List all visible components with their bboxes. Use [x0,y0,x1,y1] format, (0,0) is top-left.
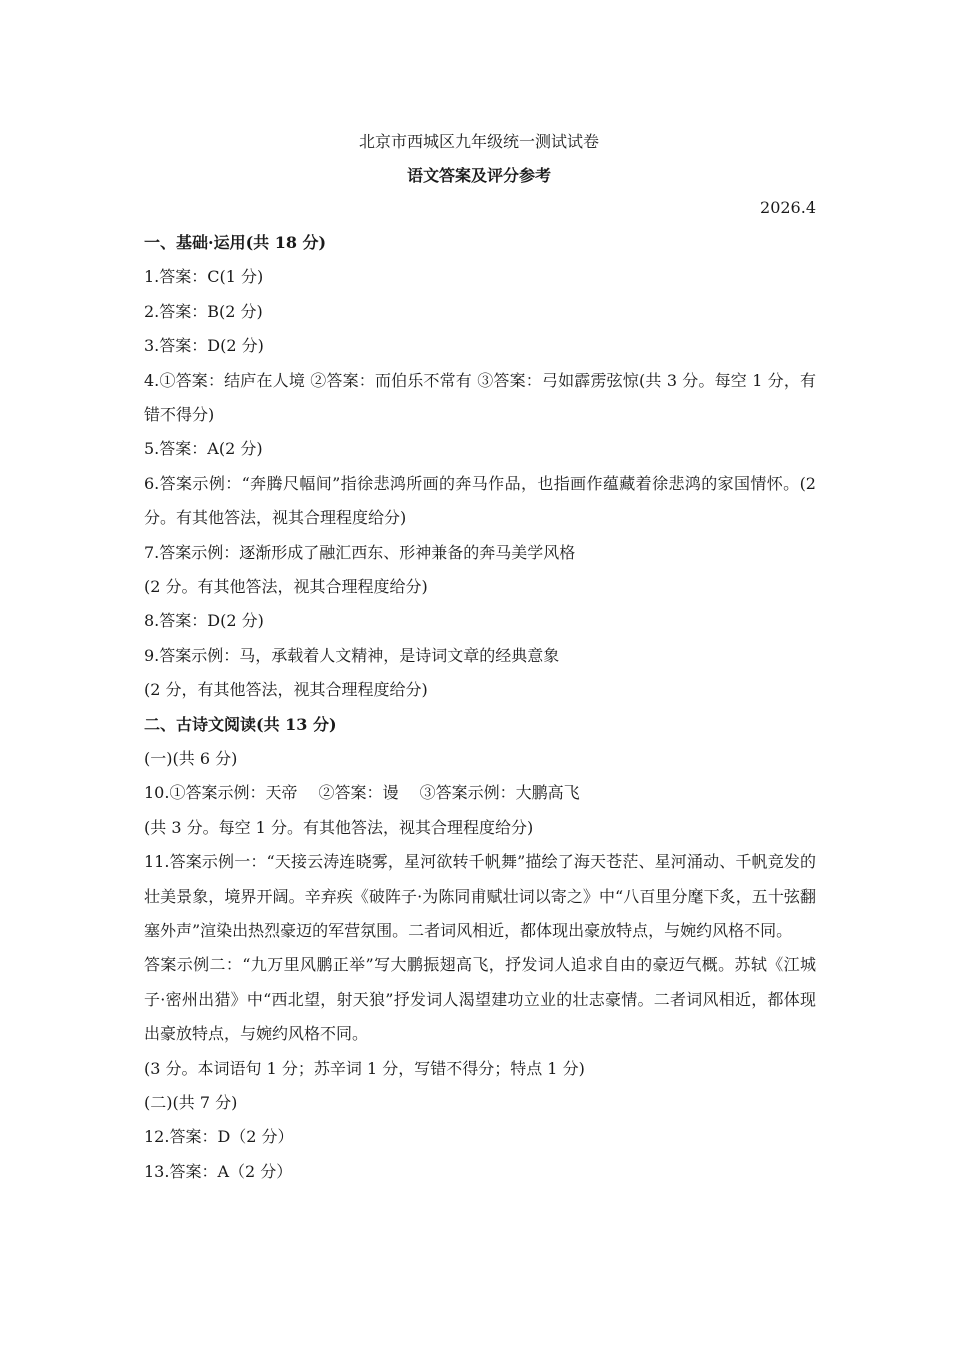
answer-q6: 6.答案示例：“奔腾尺幅间”指徐悲鸿所画的奔马作品，也指画作蕴藏着徐悲鸿的家国情怀。(2 分。有其他答法，视其合理程度给分) [144,473,816,528]
answer-content [144,226,816,1189]
part-heading-1: (一)(共 6 分) [144,748,238,768]
document-title: 北京市西城区九年级统一测试试卷 [358,132,599,151]
part-heading-2: (二)(共 7 分) [144,1092,238,1112]
document-date: 2026.4 [760,198,816,217]
answer-q9: 9.答案示例：马，承载着人文精神，是诗词文章的经典意象 [144,645,560,665]
section-heading-basics: 一、基础·运用(共 18 分) [144,233,327,252]
document-subtitle: 语文答案及评分参考 [406,166,551,185]
answer-q12: 12.答案：D（2 分） [144,1127,294,1147]
section-heading-classical-reading: 二、古诗文阅读(共 13 分) [144,714,337,734]
answer-q4: 4.①答案：结庐在人境 ②答案：而伯乐不常有 ③答案：弓如霹雳弦惊(共 3 分。每空 1 分，有错不得分) [144,370,816,424]
answer-q5: 5.答案：A(2 分) [144,439,263,459]
answer-q11-example-1: 11.答案示例一：“天接云涛连晓雾，星河欲转千帆舞”描绘了海天苍茫、星河涌动、千帆竞发的壮美景象，境界开阔。辛弃疾《破阵子·为陈同甫赋壮词以寄之》中“八百里分麾下炙，五十弦翻塞外声”渲染出热烈豪迈的军营氛围。二者词风相近，都体现出豪放特点，与婉约风格不同。 [144,852,816,940]
answer-q7: 7.答案示例：逐渐形成了融汇西东、形神兼备的奔马美学风格 [144,542,576,562]
answer-q1: 1.答案：C(1 分) [144,267,264,287]
answer-q8: 8.答案：D(2 分) [144,611,264,631]
answer-q11-note: (3 分。本词语句 1 分；苏辛词 1 分，写错不得分；特点 1 分) [144,1058,585,1078]
answer-q10-note: (共 3 分。每空 1 分。有其他答法，视其合理程度给分) [144,817,534,837]
answer-q13: 13.答案：A（2 分） [144,1161,293,1181]
answer-q2: 2.答案：B(2 分) [144,301,263,321]
answer-q10: 10.①答案示例：天帝 ②答案：谩 ③答案示例：大鹏高飞 [144,783,580,803]
answer-q11-example-2: 答案示例二：“九万里风鹏正举”写大鹏振翅高飞，抒发词人追求自由的豪迈气概。苏轼《江城子·密州出猎》中“西北望，射天狼”抒发词人渴望建功立业的壮志豪情。二者词风相近，都体现出豪放特点，与婉约风格不同。 [144,955,816,1044]
answer-q3: 3.答案：D(2 分) [144,336,264,356]
answer-q9-note: (2 分，有其他答法，视其合理程度给分) [144,680,428,700]
answer-q7-note: (2 分。有其他答法，视其合理程度给分) [144,576,428,596]
